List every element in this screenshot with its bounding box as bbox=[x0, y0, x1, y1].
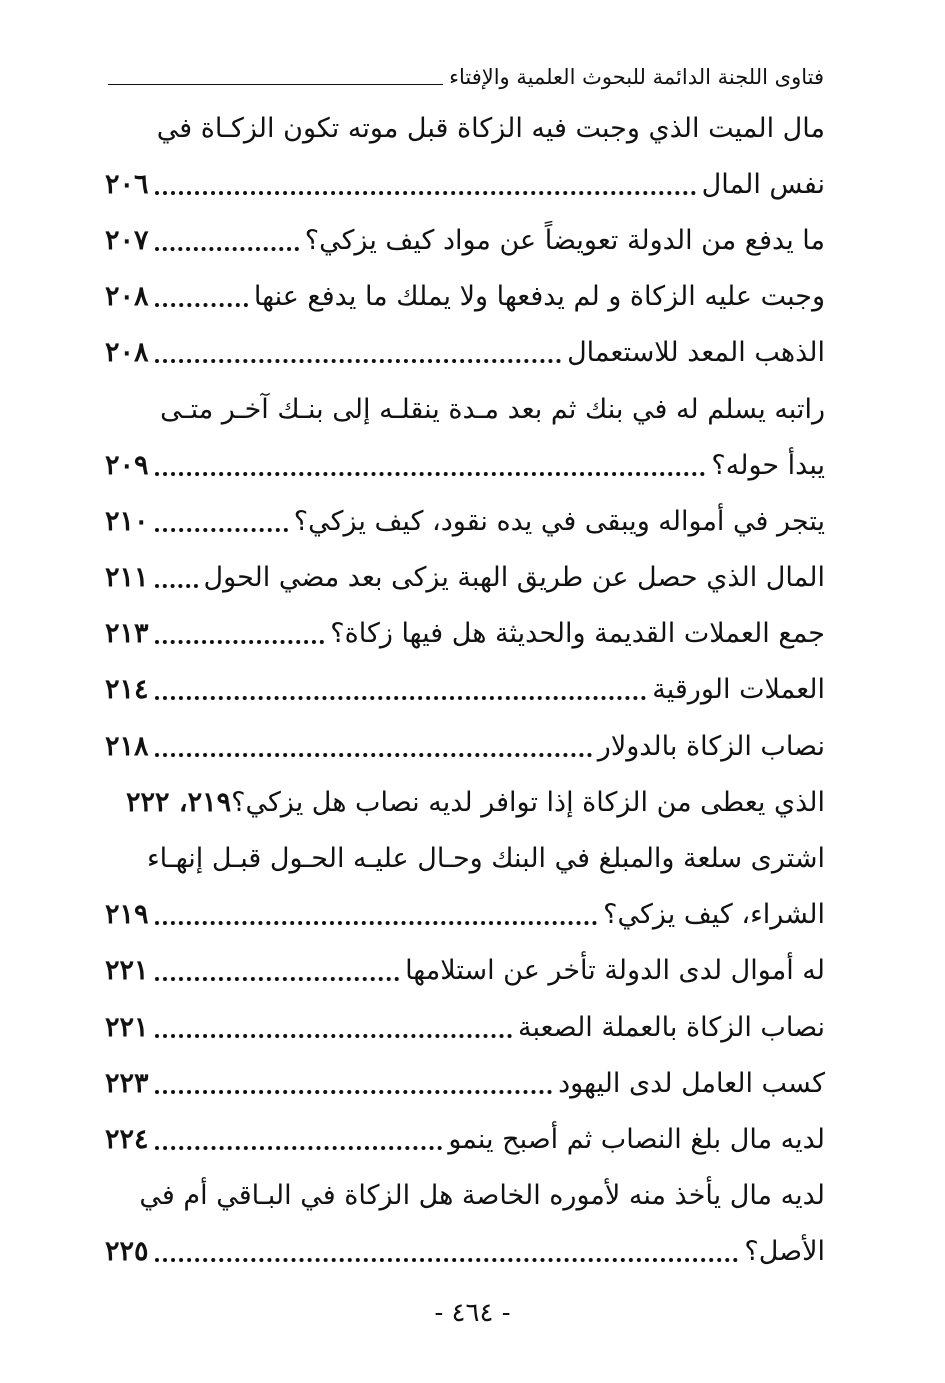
entry-text: يتجر في أمواله ويبقى في يده نقود، كيف يزكي؟ bbox=[293, 505, 825, 537]
page-number: - ٤٦٤ - bbox=[434, 1298, 511, 1328]
dot-leader bbox=[155, 283, 248, 310]
entry-page-number: ٢١٩، ٢٢٢ bbox=[125, 786, 232, 818]
entry-page-number: ٢٠٧ bbox=[105, 224, 149, 256]
running-header bbox=[108, 58, 824, 88]
entry-page-number: ٢٢٥ bbox=[105, 1236, 149, 1268]
entry-page-number: ٢١٠ bbox=[105, 505, 149, 537]
entry-text: الأصل؟ bbox=[744, 1236, 825, 1268]
index-entry bbox=[105, 999, 825, 1055]
index-entry bbox=[105, 100, 825, 156]
book-title: فتاوى اللجنة الدائمة للبحوث العلمية والإفتاء bbox=[449, 65, 824, 89]
entry-page-number: ٢٠٨ bbox=[105, 337, 149, 369]
entry-text: المال الذي حصل عن طريق الهبة يزكى بعد مضي الحول bbox=[203, 562, 825, 594]
entry-text: الشراء، كيف يزكي؟ bbox=[603, 899, 825, 931]
index-entries bbox=[105, 100, 825, 1280]
dot-leader bbox=[155, 1014, 513, 1041]
dot-leader bbox=[155, 620, 325, 647]
dot-leader bbox=[155, 171, 696, 198]
entry-text: يبدأ حوله؟ bbox=[711, 449, 825, 481]
index-entry bbox=[105, 943, 825, 999]
header-rule bbox=[108, 84, 443, 85]
index-entry bbox=[105, 550, 825, 606]
dot-leader bbox=[155, 1070, 553, 1097]
dot-leader bbox=[155, 339, 562, 366]
dot-leader bbox=[155, 564, 198, 591]
entry-text: راتبه يسلم له في بنك ثم بعد مـدة ينقلـه إلى بنـك آخـر متـى bbox=[160, 393, 825, 425]
index-entry bbox=[105, 269, 825, 325]
dot-leader bbox=[155, 452, 706, 479]
entry-page-number: ٢٢٣ bbox=[105, 1067, 149, 1099]
index-entry bbox=[105, 381, 825, 437]
entry-text: الذهب المعد للاستعمال bbox=[567, 337, 825, 369]
index-entry bbox=[105, 718, 825, 774]
entry-page-number: ٢١١ bbox=[105, 562, 149, 594]
entry-text: العملات الورقية bbox=[652, 674, 825, 706]
entry-text: نفس المال bbox=[701, 168, 825, 200]
dot-leader bbox=[155, 227, 299, 254]
entry-text: جمع العملات القديمة والحديثة هل فيها زكاة؟ bbox=[330, 618, 825, 650]
dot-leader bbox=[155, 733, 592, 760]
entry-page-number: ٢٠٦ bbox=[105, 168, 149, 200]
entry-page-number: ٢٢١ bbox=[105, 955, 149, 987]
dot-leader bbox=[155, 508, 288, 535]
entry-page-number: ٢١٩ bbox=[105, 899, 149, 931]
index-entry bbox=[105, 156, 825, 212]
dot-leader bbox=[155, 1126, 443, 1153]
entry-text: كسب العامل لدى اليهود bbox=[558, 1067, 825, 1099]
entry-text: الذي يعطى من الزكاة إذا توافر لديه نصاب هل يزكي؟ bbox=[231, 786, 825, 818]
entry-text: نصاب الزكاة بالعملة الصعبة bbox=[518, 1011, 825, 1043]
index-entry bbox=[105, 1111, 825, 1167]
dot-leader bbox=[155, 901, 598, 928]
entry-page-number: ٢١٨ bbox=[105, 730, 149, 762]
index-entry bbox=[105, 662, 825, 718]
entry-page-number: ٢٠٨ bbox=[105, 281, 149, 313]
entry-text: ما يدفع من الدولة تعويضاً عن مواد كيف يزكي؟ bbox=[304, 224, 825, 256]
entry-text: اشترى سلعة والمبلغ في البنك وحـال عليـه الحـول قبـل إنهـاء bbox=[146, 843, 825, 875]
entry-text: وجبت عليه الزكاة و لم يدفعها ولا يملك ما يدفع عنها bbox=[253, 281, 825, 313]
index-entry bbox=[105, 887, 825, 943]
entry-page-number: ٢٢٤ bbox=[105, 1123, 149, 1155]
entry-text: مال الميت الذي وجبت فيه الزكاة قبل موته تكون الزكـاة في bbox=[156, 112, 825, 144]
index-entry bbox=[105, 1168, 825, 1224]
dot-leader bbox=[155, 1238, 739, 1265]
index-entry bbox=[105, 493, 825, 549]
index-entry bbox=[105, 325, 825, 381]
dot-leader bbox=[155, 957, 400, 984]
index-entry bbox=[105, 212, 825, 268]
entry-text: له أموال لدى الدولة تأخر عن استلامها bbox=[405, 955, 825, 987]
index-entry bbox=[105, 1055, 825, 1111]
index-entry bbox=[105, 830, 825, 886]
entry-text: لديه مال بلغ النصاب ثم أصبح ينمو bbox=[448, 1123, 825, 1155]
entry-text: لديه مال يأخذ منه لأموره الخاصة هل الزكاة في البـاقي أم في bbox=[139, 1180, 825, 1212]
index-entry bbox=[105, 437, 825, 493]
entry-page-number: ٢١٤ bbox=[105, 674, 149, 706]
entry-text: نصاب الزكاة بالدولار bbox=[597, 730, 825, 762]
dot-leader bbox=[155, 676, 647, 703]
entry-page-number: ٢٢١ bbox=[105, 1011, 149, 1043]
entry-page-number: ٢٠٩ bbox=[105, 449, 149, 481]
index-entry bbox=[105, 606, 825, 662]
index-entry bbox=[105, 1224, 825, 1280]
entry-page-number: ٢١٣ bbox=[105, 618, 149, 650]
index-entry bbox=[105, 774, 825, 830]
